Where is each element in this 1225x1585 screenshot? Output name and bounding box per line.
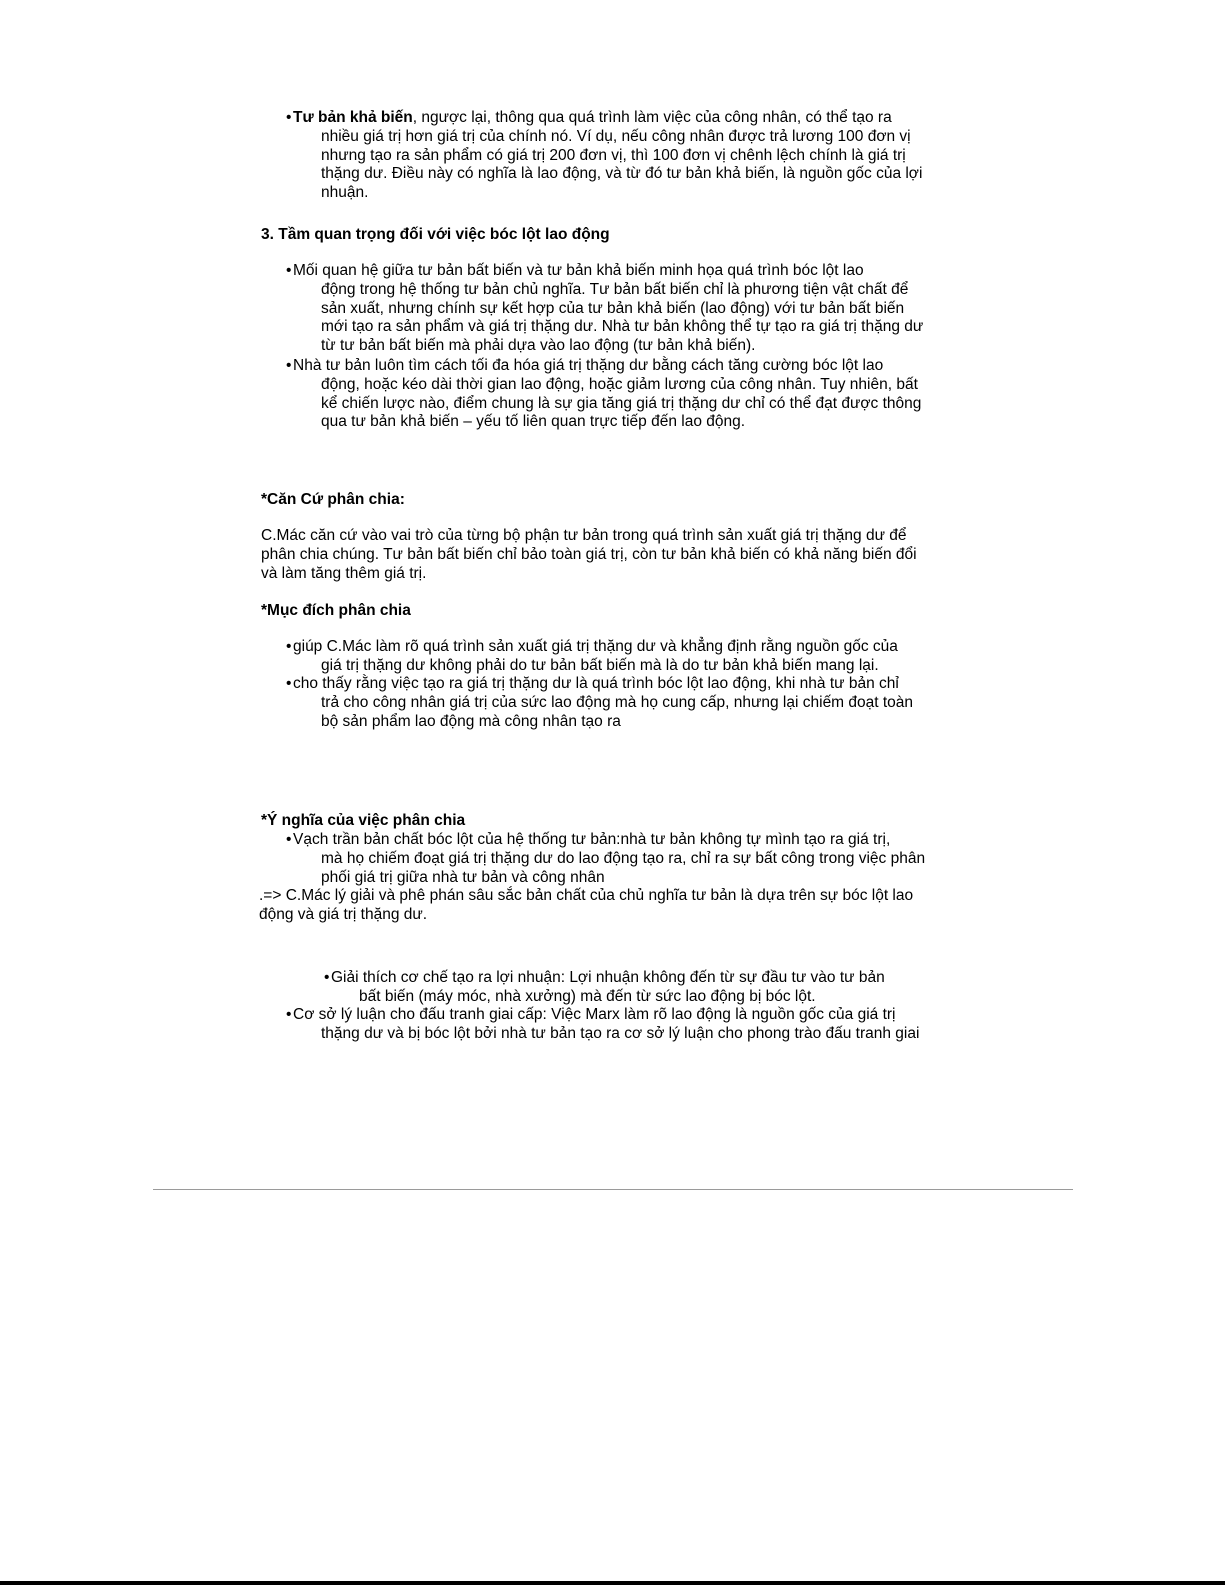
section-heading: *Mục đích phân chia xyxy=(261,602,411,619)
bullet-text-line: mà họ chiếm đoạt giá trị thặng dư do lao động tạo ra, chỉ ra sự bất công trong việc phân xyxy=(321,849,926,867)
list-item xyxy=(286,638,898,676)
list-item xyxy=(286,262,924,356)
bold-term: Tư bản khả biến xyxy=(293,109,413,126)
paragraph-line: phân chia chúng. Tư bản bất biến chỉ bảo toàn giá trị, còn tư bản khả biến có khả năng biến đổi xyxy=(261,545,917,563)
bullet-text-line: từ tư bản bất biến mà phải dựa vào lao động (tư bản khả biến). xyxy=(321,337,756,355)
bullet-text-line: Vạch trần bản chất bóc lột của hệ thống tư bản:nhà tư bản không tự mình tạo ra giá trị, xyxy=(293,831,891,848)
bullet-text-line: mới tạo ra sản phẩm và giá trị thặng dư. Nhà tư bản không thể tự tạo ra giá trị thặng dư xyxy=(321,318,924,336)
bullet-text-line: qua tư bản khả biến – yếu tố liên quan trực tiếp đến lao động. xyxy=(321,413,746,431)
bullet-mark: • xyxy=(286,675,292,692)
paragraph-line: và làm tăng thêm giá trị. xyxy=(261,564,427,582)
list-item xyxy=(286,357,922,432)
list-item xyxy=(286,1006,920,1044)
paragraph-line: động và giá trị thặng dư. xyxy=(259,905,428,923)
bottom-edge-bar xyxy=(0,1581,1225,1585)
section-heading: 3. Tầm quan trọng đối với việc bóc lột lao động xyxy=(261,226,610,243)
bullet-text-line: giá trị thặng dư không phải do tư bản bất biến mà là do tư bản khả biến mang lại. xyxy=(321,656,879,674)
list-item xyxy=(286,831,926,887)
bullet-mark: • xyxy=(324,969,330,986)
bullet-text-line: sản xuất, nhưng chính sự kết hợp của tư bản khả biến (lao động) với tư bản bất biến xyxy=(321,299,905,317)
bullet-text-line: bộ sản phẩm lao động mà công nhân tạo ra xyxy=(321,712,621,730)
list-item xyxy=(324,969,885,1007)
bullet-mark: • xyxy=(286,1006,292,1023)
bullet-text-line: kể chiến lược nào, điểm chung là sự gia tăng giá trị thặng dư chỉ có thể đạt được thông xyxy=(321,394,922,412)
bullet-text-line: nhuận. xyxy=(321,184,369,202)
bullet-text-line: động, hoặc kéo dài thời gian lao động, hoặc giảm lương của công nhân. Tuy nhiên, bất xyxy=(321,375,918,393)
paragraph-line: .=> C.Mác lý giải và phê phán sâu sắc bản chất của chủ nghĩa tư bản là dựa trên sự bóc lột lao xyxy=(259,887,914,904)
paragraph-line: C.Mác căn cứ vào vai trò của từng bộ phận tư bản trong quá trình sản xuất giá trị thặng dư để xyxy=(261,527,907,544)
bullet-text-line: nhiều giá trị hơn giá trị của chính nó. Ví dụ, nếu công nhân được trả lương 100 đơn vị xyxy=(321,127,911,145)
bullet-text-line: Giải thích cơ chế tạo ra lợi nhuận: Lợi nhuận không đến từ sự đầu tư vào tư bản xyxy=(331,969,885,986)
bullet-mark: • xyxy=(286,262,292,279)
bullet-text-line: , ngược lại, thông qua quá trình làm việc của công nhân, có thể tạo ra xyxy=(412,109,892,126)
bullet-variable-capital xyxy=(286,109,923,203)
bullet-text-line: Nhà tư bản luôn tìm cách tối đa hóa giá trị thặng dư bằng cách tăng cường bóc lột lao xyxy=(293,357,884,374)
section-heading: *Căn Cứ phân chia: xyxy=(261,491,405,508)
bullet-mark: • xyxy=(286,109,292,126)
bullet-text-line: bất biến (máy móc, nhà xưởng) mà đến từ sức lao động bị bóc lột. xyxy=(359,987,816,1005)
bullet-mark: • xyxy=(286,831,292,848)
bullet-text-line: Mối quan hệ giữa tư bản bất biến và tư bản khả biến minh họa quá trình bóc lột lao xyxy=(293,262,864,279)
section-heading: *Ý nghĩa của việc phân chia xyxy=(261,812,466,829)
bullet-text-line: thặng dư. Điều này có nghĩa là lao động, và từ đó tư bản khả biến, là nguồn gốc của lợi xyxy=(321,165,923,183)
bullet-text-line: cho thấy rằng việc tạo ra giá trị thặng dư là quá trình bóc lột lao động, khi nhà tư bản chỉ xyxy=(293,675,899,692)
conclusion-paragraph xyxy=(259,887,913,925)
bullet-text-line: trả cho công nhân giá trị của sức lao động mà họ cung cấp, nhưng lại chiếm đoạt toàn xyxy=(321,693,914,711)
list-item xyxy=(286,675,914,731)
bullet-text-line: động trong hệ thống tư bản chủ nghĩa. Tư bản bất biến chỉ là phương tiện vật chất để xyxy=(321,280,909,298)
bullet-mark: • xyxy=(286,357,292,374)
bullet-text-line: giúp C.Mác làm rõ quá trình sản xuất giá trị thặng dư và khẳng định rằng nguồn gốc của xyxy=(293,638,898,655)
paragraph xyxy=(261,527,917,583)
page-divider xyxy=(153,1189,1073,1190)
bullet-text-line: phối giá trị giữa nhà tư bản và công nhân xyxy=(321,868,605,886)
bullet-text-line: thặng dư và bị bóc lột bởi nhà tư bản tạo ra cơ sở lý luận cho phong trào đấu tranh giai xyxy=(321,1024,920,1042)
bullet-mark: • xyxy=(286,638,292,655)
bullet-text-line: Cơ sở lý luận cho đấu tranh giai cấp: Việc Marx làm rõ lao động là nguồn gốc của giá trị xyxy=(293,1006,896,1023)
bullet-text-line: nhưng tạo ra sản phẩm có giá trị 200 đơn vị, thì 100 đơn vị chênh lệch chính là giá trị xyxy=(321,146,906,164)
